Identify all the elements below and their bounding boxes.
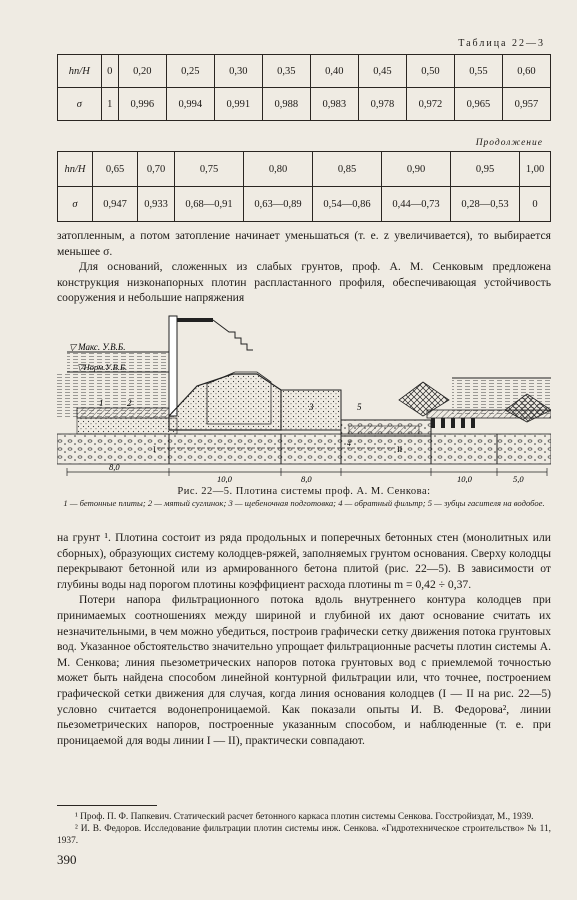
label-2: 2 — [127, 398, 132, 408]
table-cell: 0 — [520, 187, 551, 222]
table-cell: 0,63—0,89 — [244, 187, 313, 222]
norm-level-label: ▽Норм.У.В.Б. — [77, 362, 128, 372]
footnotes — [57, 811, 551, 847]
gate-pier — [169, 316, 177, 416]
paragraph: на грунт ¹. Плотина состоит из ряда продольных и поперечных бетонных стен (монолитных или сборных), образующих систему колодцев-ряжей, заполняемых грунтом основания. Сверху колодцы перекрывают бетонной или из армированного бетона плитой (рис. 22—5). В зависимости от глубины воды над порогом плотины коэффициент расхода плотины m = 0,42 ÷ 0,37. — [57, 531, 551, 591]
table-cell: 0,35 — [262, 55, 310, 88]
page-number: 390 — [57, 852, 77, 867]
table-cell: 0,25 — [166, 55, 214, 88]
text-block-main — [57, 530, 551, 748]
table-cell: 0,40 — [310, 55, 358, 88]
table-cell: 1,00 — [520, 152, 551, 187]
dam-body — [169, 374, 281, 430]
bridge-steps — [213, 320, 253, 350]
label-5: 5 — [357, 402, 362, 412]
table-cell: 0,28—0,53 — [451, 187, 520, 222]
table-cell: 1 — [101, 88, 118, 121]
label-I: I — [153, 445, 156, 454]
paragraph: Для оснований, сложенных из слабых грунтов, проф. А. М. Сенковым предложена конструкция низконапорных плотин распластанного профиля, обеспечивающая устойчивость сооружения и небольшие напряжения — [57, 260, 551, 305]
footnote-rule — [57, 805, 157, 806]
dim-label: 8,0 — [109, 462, 120, 472]
label-3: 3 — [309, 402, 314, 412]
paragraph: Потери напора фильтрационного потока вдоль внутреннего контура колодцев при принимаемых соотношениях между шириной и глубиной их дают основание считать их незначительными, в чем можно убедиться, построив графически сетку движения потока грунтовых вод. Указанное обстоятельство значительно упрощает фильтрационные расчеты плотин системы А. М. Сенкова; линия пьезометрических напоров потока грунтовых вод с приемлемой точностью может быть найдена способом линейной контурной фильтрации или, что точнее, построением графической сетки движения для случая, когда линия основания колодцев (I — II на рис. 22—5) условно считается водонепроницаемой. Как показали опыты И. В. Федорова², линии пьезометрических напоров, построенные указанным способом, и наблюденные (т. е. при проницаемой для воды линии I — II), практически совпадают. — [57, 593, 551, 747]
label-1: 1 — [99, 398, 104, 408]
figure-legend: 1 — бетонные плиты; 2 — мятый суглинок; 3 — щебеночная подготовка; 4 — обратный фильтр; 5 — зубцы гасителя на водобое. — [63, 497, 545, 508]
table-cell: 0,95 — [451, 152, 520, 187]
table-cell: 0,983 — [310, 88, 358, 121]
table-cell: 0,947 — [93, 187, 138, 222]
table-cell: 0,30 — [214, 55, 262, 88]
text-block-top — [57, 228, 551, 306]
table-cell: 0 — [101, 55, 118, 88]
table-cell: 0,20 — [118, 55, 166, 88]
table-2 — [57, 151, 551, 222]
table-cell: 0,933 — [138, 187, 175, 222]
table-1 — [57, 54, 551, 121]
table-row — [58, 55, 551, 88]
table-cell: 0,68—0,91 — [175, 187, 244, 222]
table-cell: 0,965 — [454, 88, 502, 121]
table-caption: Таблица 22—3 — [458, 38, 545, 49]
table-cell: σ — [58, 88, 102, 121]
table-cell: σ — [58, 187, 93, 222]
figure-caption — [57, 486, 551, 509]
table-cell: hп/H — [58, 152, 93, 187]
table-cell: hп/H — [58, 55, 102, 88]
table-cell: 0,90 — [382, 152, 451, 187]
table-cell: 0,85 — [313, 152, 382, 187]
table-cell: 0,957 — [502, 88, 550, 121]
footnote: ¹ Проф. П. Ф. Папкевич. Статический расчет бетонного каркаса плотин системы Сенкова. Госстройиздат, М., 1939. — [75, 812, 534, 822]
dim-label: 5,0 — [513, 474, 524, 484]
dim-label: 10,0 — [217, 474, 232, 484]
upstream-apron — [77, 408, 169, 418]
footnote: ² И. В. Федоров. Исследование фильтрации плотин системы инж. Сенкова. «Гидротехническое строительство» № 11, 1937. — [57, 824, 551, 846]
table-cell: 0,44—0,73 — [382, 187, 451, 222]
table-cell: 0,996 — [118, 88, 166, 121]
dim-label: 10,0 — [457, 474, 472, 484]
filter-layer — [349, 426, 419, 434]
table-cell: 0,54—0,86 — [313, 187, 382, 222]
dim-label: 8,0 — [301, 474, 312, 484]
table-cell: 0,991 — [214, 88, 262, 121]
gate-beam — [177, 318, 213, 322]
table-cell: 0,65 — [93, 152, 138, 187]
dam-cross-section-figure — [57, 310, 551, 486]
foundation-soil — [57, 434, 551, 464]
table-row — [58, 187, 551, 222]
table-continuation-label: Продолжение — [475, 138, 543, 148]
table-row — [58, 88, 551, 121]
figure-title: Рис. 22—5. Плотина системы проф. А. М. Сенкова: — [177, 486, 431, 497]
table-cell: 0,60 — [502, 55, 550, 88]
table-cell: 0,50 — [406, 55, 454, 88]
paragraph: затопленным, а потом затопление начинает уменьшаться (т. е. z увеличивается), то выбирается меньшее σ. — [57, 229, 551, 258]
table-cell: 0,80 — [244, 152, 313, 187]
basin-teeth — [431, 418, 475, 428]
clay-layer — [77, 418, 177, 434]
max-level-label: ▽ Макс. У.В.Б. — [69, 342, 126, 352]
table-cell: 0,972 — [406, 88, 454, 121]
table-cell: 0,75 — [175, 152, 244, 187]
table-cell: 0,994 — [166, 88, 214, 121]
table-row — [58, 152, 551, 187]
table-cell: 0,45 — [358, 55, 406, 88]
table-cell: 0,55 — [454, 55, 502, 88]
label-II: II — [397, 445, 403, 454]
table-cell: 0,70 — [138, 152, 175, 187]
table-cell: 0,988 — [262, 88, 310, 121]
table-cell: 0,978 — [358, 88, 406, 121]
